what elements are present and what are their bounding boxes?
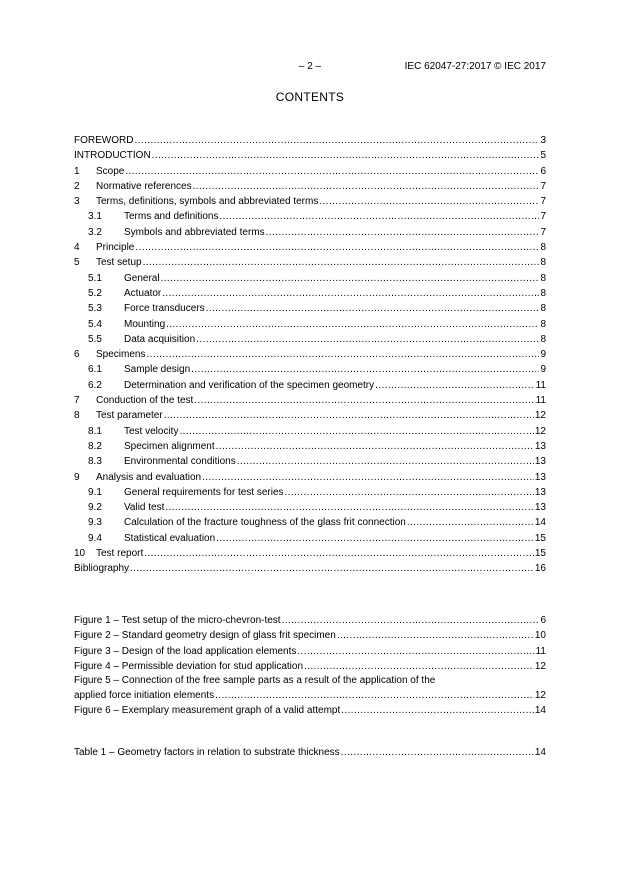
leader-dots bbox=[179, 424, 533, 439]
entry-number: 5.1 bbox=[88, 272, 102, 284]
entry-number: 9.1 bbox=[88, 486, 102, 498]
toc-entry[interactable] bbox=[74, 485, 546, 500]
entry-page-number: 8 bbox=[540, 242, 546, 254]
entry-title: General bbox=[124, 272, 160, 284]
toc-entry[interactable] bbox=[74, 515, 546, 530]
leader-dots bbox=[304, 659, 534, 674]
entry-number: 7 bbox=[74, 395, 80, 407]
entry-page-number: 16 bbox=[534, 563, 546, 575]
entry-title: Normative references bbox=[96, 180, 192, 192]
entry-page-number: 8 bbox=[540, 257, 546, 269]
toc-entry[interactable] bbox=[74, 148, 546, 163]
entry-page-number: 12 bbox=[534, 410, 546, 422]
page-title: CONTENTS bbox=[275, 90, 345, 104]
toc-entry[interactable] bbox=[74, 209, 546, 224]
entry-page-number: 7 bbox=[540, 226, 546, 238]
toc-entry[interactable] bbox=[74, 424, 546, 439]
entry-title: Principle bbox=[96, 242, 135, 254]
entry-page-number: 11 bbox=[535, 395, 546, 407]
entry-title: applied force initiation elements bbox=[74, 690, 215, 702]
entry-page-number: 6 bbox=[540, 615, 546, 626]
toc-entry[interactable] bbox=[74, 362, 546, 377]
toc-entry[interactable] bbox=[74, 179, 546, 194]
entry-title: Valid test bbox=[124, 502, 165, 514]
leader-dots bbox=[164, 408, 534, 423]
figure-entry[interactable] bbox=[74, 628, 546, 643]
figure-entry[interactable] bbox=[74, 688, 546, 703]
entry-number: 9.3 bbox=[88, 517, 102, 529]
entry-title: Symbols and abbreviated terms bbox=[124, 226, 265, 238]
toc-entry[interactable] bbox=[74, 194, 546, 209]
entry-number: 3.2 bbox=[88, 226, 102, 238]
entry-title: Statistical evaluation bbox=[124, 532, 216, 544]
toc-entry[interactable] bbox=[74, 470, 546, 485]
entry-page-number: 12 bbox=[534, 690, 546, 702]
figure-entry-first-line[interactable]: Figure 5 – Connection of the free sample parts as a result of the application of the bbox=[74, 675, 436, 687]
list-of-figures bbox=[74, 613, 546, 719]
leader-dots bbox=[191, 362, 539, 377]
toc-entry[interactable] bbox=[74, 286, 546, 301]
entry-page-number: 13 bbox=[534, 471, 546, 483]
toc-entry[interactable] bbox=[74, 454, 546, 469]
leader-dots bbox=[297, 644, 534, 659]
toc-entry[interactable] bbox=[74, 546, 546, 561]
toc-entry[interactable] bbox=[74, 271, 546, 286]
entry-page-number: 7 bbox=[540, 196, 546, 208]
toc-entry[interactable] bbox=[74, 408, 546, 423]
leader-dots bbox=[206, 301, 540, 316]
entry-title: Mounting bbox=[124, 318, 166, 330]
entry-title: Terms and definitions bbox=[124, 211, 219, 223]
entry-title: Calculation of the fracture toughness of the glass frit connection bbox=[124, 517, 406, 529]
entry-number: 5.3 bbox=[88, 303, 102, 315]
entry-title: Test parameter bbox=[96, 410, 163, 422]
leader-dots bbox=[161, 271, 540, 286]
entry-page-number: 8 bbox=[540, 272, 546, 284]
entry-number: 6.1 bbox=[88, 364, 102, 376]
entry-page-number: 7 bbox=[540, 211, 546, 223]
entry-page-number: 8 bbox=[540, 318, 546, 330]
leader-dots bbox=[143, 255, 540, 270]
entry-title: Analysis and evaluation bbox=[96, 471, 202, 483]
leader-dots bbox=[407, 515, 534, 530]
entry-title: Determination and verification of the specimen geometry bbox=[124, 379, 375, 391]
table-entry[interactable] bbox=[74, 745, 546, 760]
entry-title: Test report bbox=[96, 548, 144, 560]
entry-number: 3.1 bbox=[88, 211, 102, 223]
leader-dots bbox=[134, 133, 539, 148]
leader-dots bbox=[216, 531, 534, 546]
page-number-header: – 2 – bbox=[298, 61, 322, 72]
entry-number: 5 bbox=[74, 257, 80, 269]
toc-entry[interactable] bbox=[74, 500, 546, 515]
leader-dots bbox=[135, 240, 539, 255]
toc-entry[interactable] bbox=[74, 561, 546, 576]
entry-page-number: 7 bbox=[540, 180, 546, 192]
entry-title: Figure 1 – Test setup of the micro-chevron-test bbox=[74, 615, 281, 626]
leader-dots bbox=[375, 378, 534, 393]
entry-title: Figure 4 – Permissible deviation for stud application bbox=[74, 660, 304, 672]
entry-number: 1 bbox=[74, 165, 80, 177]
leader-dots bbox=[266, 225, 540, 240]
leader-dots bbox=[282, 613, 540, 628]
entry-page-number: 8 bbox=[540, 333, 546, 345]
entry-number: 5.2 bbox=[88, 287, 102, 299]
toc-entry[interactable] bbox=[74, 133, 546, 148]
entry-number: 5.4 bbox=[88, 318, 102, 330]
leader-dots bbox=[144, 546, 534, 561]
leader-dots bbox=[220, 209, 540, 224]
entry-number: 9.2 bbox=[88, 502, 102, 514]
toc-entry[interactable] bbox=[74, 378, 546, 393]
entry-number: 8.3 bbox=[88, 456, 102, 468]
entry-page-number: 13 bbox=[534, 456, 546, 468]
leader-dots bbox=[166, 317, 539, 332]
entry-number: 6.2 bbox=[88, 379, 102, 391]
leader-dots bbox=[162, 286, 539, 301]
entry-number: 8.1 bbox=[88, 425, 102, 437]
leader-dots bbox=[125, 164, 539, 179]
toc-entry[interactable] bbox=[74, 255, 546, 270]
entry-page-number: 15 bbox=[534, 548, 546, 560]
toc-entry[interactable] bbox=[74, 332, 546, 347]
leader-dots bbox=[193, 179, 540, 194]
toc-entry[interactable] bbox=[74, 225, 546, 240]
entry-page-number: 5 bbox=[540, 150, 546, 162]
entry-number: 3 bbox=[74, 196, 80, 208]
toc-entry[interactable] bbox=[74, 301, 546, 316]
figure-entry[interactable] bbox=[74, 659, 546, 674]
leader-dots bbox=[341, 703, 534, 718]
entry-page-number: 8 bbox=[540, 303, 546, 315]
leader-dots bbox=[215, 688, 534, 703]
entry-number: 9 bbox=[74, 471, 80, 483]
entry-page-number: 8 bbox=[540, 287, 546, 299]
entry-page-number: 9 bbox=[540, 349, 546, 361]
entry-number: 2 bbox=[74, 180, 80, 192]
entry-page-number: 11 bbox=[535, 379, 546, 391]
toc-entry[interactable] bbox=[74, 347, 546, 362]
entry-title: Specimen alignment bbox=[124, 440, 215, 452]
entry-title: General requirements for test series bbox=[124, 486, 284, 498]
entry-title: INTRODUCTION bbox=[74, 150, 151, 162]
leader-dots bbox=[146, 347, 539, 362]
leader-dots bbox=[152, 148, 540, 163]
entry-title: FOREWORD bbox=[74, 135, 134, 146]
entry-number: 6 bbox=[74, 349, 80, 361]
entry-page-number: 15 bbox=[534, 532, 546, 544]
toc-entry[interactable] bbox=[74, 439, 546, 454]
leader-dots bbox=[341, 745, 534, 760]
entry-number: 5.5 bbox=[88, 333, 102, 345]
toc-entry[interactable] bbox=[74, 240, 546, 255]
entry-number: 4 bbox=[74, 242, 80, 254]
entry-title: Specimens bbox=[96, 349, 146, 361]
entry-page-number: 9 bbox=[540, 364, 546, 376]
entry-number: 8.2 bbox=[88, 440, 102, 452]
figure-entry[interactable] bbox=[74, 644, 546, 659]
toc-entry[interactable] bbox=[74, 393, 546, 408]
table-of-contents bbox=[74, 133, 546, 577]
entry-page-number: 10 bbox=[534, 630, 546, 642]
entry-title: Sample design bbox=[124, 364, 191, 376]
toc-entry[interactable] bbox=[74, 531, 546, 546]
entry-page-number: 14 bbox=[534, 747, 546, 758]
entry-page-number: 3 bbox=[540, 135, 546, 146]
leader-dots bbox=[194, 393, 534, 408]
entry-page-number: 13 bbox=[534, 502, 546, 514]
leader-dots bbox=[196, 332, 539, 347]
entry-page-number: 13 bbox=[534, 440, 546, 452]
entry-title: Figure 3 – Design of the load application elements bbox=[74, 645, 297, 657]
entry-page-number: 12 bbox=[534, 660, 546, 672]
entry-page-number: 13 bbox=[534, 486, 546, 498]
entry-page-number: 14 bbox=[534, 517, 546, 529]
figure-entry[interactable] bbox=[74, 613, 546, 628]
leader-dots bbox=[165, 500, 533, 515]
entry-title: Data acquisition bbox=[124, 333, 196, 345]
leader-dots bbox=[130, 561, 534, 576]
toc-entry[interactable] bbox=[74, 164, 546, 179]
entry-page-number: 12 bbox=[534, 425, 546, 437]
entry-title: Terms, definitions, symbols and abbreviated terms bbox=[96, 196, 319, 208]
leader-dots bbox=[216, 439, 534, 454]
entry-page-number: 6 bbox=[540, 165, 546, 177]
entry-title: Conduction of the test bbox=[96, 395, 194, 407]
toc-entry[interactable] bbox=[74, 317, 546, 332]
entry-page-number: 11 bbox=[535, 645, 546, 657]
entry-number: 8 bbox=[74, 410, 80, 422]
entry-title: Table 1 – Geometry factors in relation to substrate thickness bbox=[74, 747, 340, 758]
leader-dots bbox=[337, 628, 534, 643]
entry-page-number: 14 bbox=[534, 705, 546, 717]
list-of-tables bbox=[74, 745, 546, 760]
leader-dots bbox=[202, 470, 534, 485]
entry-title: Environmental conditions bbox=[124, 456, 236, 468]
entry-title: Scope bbox=[96, 165, 125, 177]
figure-entry[interactable] bbox=[74, 703, 546, 718]
leader-dots bbox=[237, 454, 534, 469]
entry-title: Force transducers bbox=[124, 303, 205, 315]
entry-number: 9.4 bbox=[88, 532, 102, 544]
standard-reference-header: IEC 62047-27:2017 © IEC 2017 bbox=[404, 61, 546, 72]
entry-title: Test velocity bbox=[124, 425, 179, 437]
entry-title: Test setup bbox=[96, 257, 142, 269]
entry-title: Actuator bbox=[124, 287, 162, 299]
entry-title: Figure 2 – Standard geometry design of glass frit specimen bbox=[74, 630, 336, 642]
leader-dots bbox=[319, 194, 539, 209]
entry-number: 10 bbox=[74, 548, 86, 560]
entry-title: Bibliography bbox=[74, 563, 130, 575]
entry-title: Figure 6 – Exemplary measurement graph of a valid attempt bbox=[74, 705, 341, 717]
leader-dots bbox=[285, 485, 534, 500]
